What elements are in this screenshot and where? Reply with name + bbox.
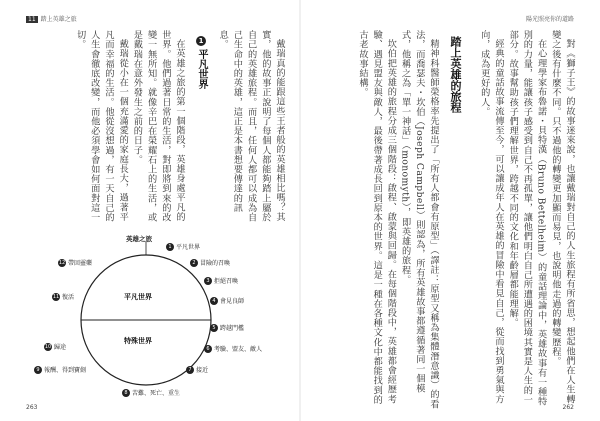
section-number-badge: 1 <box>196 36 206 46</box>
stage-6 <box>204 344 262 353</box>
chapter-number: 11 <box>28 16 36 23</box>
stage-1 <box>166 242 200 251</box>
left-section-text <box>26 30 186 226</box>
stage-11 <box>52 292 74 301</box>
stage-2-label: 冒險的召喚 <box>200 260 231 267</box>
stage-4 <box>210 296 244 305</box>
left-section-paragraph-2: 戴瑞從小在一個充滿愛的家庭長大，過著平凡而幸福的生活。他從沒想過，有一天自己的人生會徹底改變，而他必須學會如何面對這一切。 <box>74 30 129 222</box>
stage-1-number: 1 <box>166 243 174 251</box>
left-section-title: 平凡世界 <box>196 49 207 89</box>
stage-8-label: 苦難、死亡、重生 <box>132 390 181 397</box>
stage-3-label: 拒絕召喚 <box>214 278 239 285</box>
stage-10 <box>44 342 66 351</box>
stage-2 <box>190 258 230 267</box>
left-section-heading <box>194 36 209 89</box>
stage-11-label: 復活 <box>62 294 75 301</box>
stage-8 <box>122 388 180 397</box>
stage-7 <box>186 365 208 374</box>
stage-8-number: 8 <box>122 389 130 397</box>
left-section-paragraph-1: 在英雄之旅的第一個階段，英雄身處平凡的世界。他們過著日常的生活，對即將到來的改變一無所知。就像辛巴在榮耀石上的生活，或是戴瑞在意外發生之前的日子。 <box>131 30 185 222</box>
stage-5-number: 5 <box>210 324 218 332</box>
left-page-number: 263 <box>26 404 38 411</box>
left-page-header <box>26 14 77 23</box>
stage-12-label: 帶回靈藥 <box>68 260 93 267</box>
stage-5-label: 跨越門檻 <box>220 325 245 332</box>
diagram-top-label: 英雄之旅 <box>126 235 152 243</box>
stage-3-number: 3 <box>204 277 212 285</box>
right-running-title: 陽光照亮你的道路 <box>525 16 574 23</box>
stage-9 <box>34 365 86 374</box>
left-running-title: 踏上英雄之旅 <box>40 16 77 23</box>
stage-5 <box>210 323 244 332</box>
stage-4-number: 4 <box>210 297 218 305</box>
right-paragraph-3: 經典的童話故事流傳至今，可以讓成年人在英雄的冒險中看見自己，從而找到勇氣與方向，成為更好的人。 <box>478 30 504 404</box>
stage-9-label: 報酬、得到寶劍 <box>44 367 87 374</box>
stage-11-number: 11 <box>52 293 60 300</box>
left-paragraph-1: 戴瑞真的能跟這些王者般的英雄相比嗎？其實，他的故事正說明了每個人都能夠踏上屬於自己的英雄旅程。而且，任何人都可以成為自己生命中的英雄，這正是本書想要傳達的訊息。 <box>217 30 285 222</box>
stage-4-label: 會見良師 <box>220 298 245 305</box>
right-section-title: 踏上英雄的旅程 <box>449 36 462 113</box>
right-section-paragraph-2: 坎伯把英雄的旅程分成三個階段：啟程、啟蒙與回歸。在每個階段中，英雄都會經歷考驗、遇見盟友與敵人，最後帶著成長回到原本的世界。這是一種在各種文化中都能找到的古老故事結構。 <box>356 30 397 405</box>
right-section-paragraph-1: 精神科醫師榮格率先提出了「所有人都會有原型」（譯註：原型又稱為集體潛意識）的看法，而喬瑟夫・坎伯（Joseph Campbell）則認為，所有英雄故事都遵循著同一個模式，他稱之為「單一神話」（monomyth），即英雄的旅程。 <box>399 30 439 409</box>
stage-10-label: 歸途 <box>54 344 67 351</box>
left-intro-text <box>214 30 286 226</box>
stage-7-label: 接近 <box>196 367 209 374</box>
right-page-number: 262 <box>562 404 574 411</box>
stage-12-number: 12 <box>58 259 66 266</box>
stage-1-label: 平凡世界 <box>176 244 201 251</box>
hero-journey-diagram <box>26 232 288 402</box>
right-paragraph-2: 在心理學家布魯諾・貝特漢（Bruno Bettelheim）的童話理論中，英雄故事有一種特別的力量，能讓孩子感受到自己不再孤單，讓他們明白自己所遭遇的困境其實是人生的一部分。故事幫助孩子們理解世界，跨越不同的文化和年齡層都能理解。 <box>507 30 547 407</box>
stage-3 <box>204 276 238 285</box>
right-paragraph-1: 對《獅子王》的故事迷來說，也讓戴瑞對自己的人生旅程有所省思，想起他們在人生轉變之後有什麼不同。只不過他的轉變更加顯而易見，也說明他走過的轉變歷程。 <box>549 30 575 404</box>
right-intro-text <box>470 30 576 410</box>
special-world-label: 特殊世界 <box>124 337 152 345</box>
right-section-text <box>318 30 440 410</box>
stage-9-number: 9 <box>34 366 42 374</box>
stage-7-number: 7 <box>186 366 194 374</box>
ordinary-world-label: 平凡世界 <box>124 293 152 301</box>
stage-2-number: 2 <box>190 259 198 267</box>
stage-12 <box>58 258 92 267</box>
stage-6-number: 6 <box>204 345 212 353</box>
stage-6-label: 考驗、盟友、敵人 <box>214 346 263 353</box>
book-gutter <box>299 0 301 421</box>
stage-10-number: 10 <box>44 343 52 350</box>
